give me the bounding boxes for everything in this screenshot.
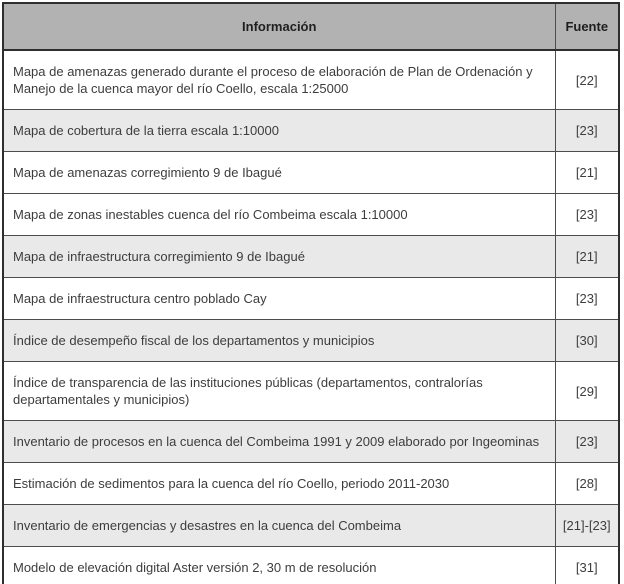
table-row — [3, 152, 619, 194]
source-citation-cell: [23] — [555, 110, 619, 152]
info-cell: Mapa de infraestructura centro poblado Cay — [3, 278, 555, 320]
table-row — [3, 505, 619, 547]
header-row — [3, 3, 619, 50]
table-row — [3, 362, 619, 421]
source-citation-cell: [23] — [555, 278, 619, 320]
info-cell: Inventario de emergencias y desastres en la cuenca del Combeima — [3, 505, 555, 547]
info-cell: Índice de transparencia de las instituciones públicas (departamentos, contralorías departamentales y municipios) — [3, 362, 555, 421]
table-row — [3, 320, 619, 362]
sources-table — [2, 2, 620, 584]
info-cell: Inventario de procesos en la cuenca del Combeima 1991 y 2009 elaborado por Ingeominas — [3, 421, 555, 463]
source-citation-cell: [23] — [555, 421, 619, 463]
source-citation-cell: [30] — [555, 320, 619, 362]
table-row — [3, 421, 619, 463]
source-citation-cell: [31] — [555, 547, 619, 584]
table-row — [3, 50, 619, 110]
info-cell: Mapa de infraestructura corregimiento 9 de Ibagué — [3, 236, 555, 278]
source-citation-cell: [23] — [555, 194, 619, 236]
info-cell: Modelo de elevación digital Aster versión 2, 30 m de resolución — [3, 547, 555, 584]
source-citation-cell: [28] — [555, 463, 619, 505]
info-cell: Mapa de amenazas generado durante el proceso de elaboración de Plan de Ordenación y Manejo de la cuenca mayor del río Coello, escala 1:25000 — [3, 50, 555, 110]
source-citation-cell: [21] — [555, 236, 619, 278]
info-cell: Mapa de amenazas corregimiento 9 de Ibagué — [3, 152, 555, 194]
table-row — [3, 194, 619, 236]
info-cell: Estimación de sedimentos para la cuenca del río Coello, periodo 2011-2030 — [3, 463, 555, 505]
table-row — [3, 236, 619, 278]
source-citation-cell: [21]-[23] — [555, 505, 619, 547]
column-header-fuente: Fuente — [555, 3, 619, 50]
source-citation-cell: [21] — [555, 152, 619, 194]
column-header-informacion: Información — [3, 3, 555, 50]
source-citation-cell: [29] — [555, 362, 619, 421]
info-cell: Mapa de cobertura de la tierra escala 1:10000 — [3, 110, 555, 152]
info-cell: Mapa de zonas inestables cuenca del río Combeima escala 1:10000 — [3, 194, 555, 236]
table-row — [3, 463, 619, 505]
info-cell: Índice de desempeño fiscal de los departamentos y municipios — [3, 320, 555, 362]
table-header — [3, 3, 619, 50]
table-row — [3, 110, 619, 152]
source-citation-cell: [22] — [555, 50, 619, 110]
table-body — [3, 50, 619, 584]
table-row — [3, 278, 619, 320]
table-row — [3, 547, 619, 584]
